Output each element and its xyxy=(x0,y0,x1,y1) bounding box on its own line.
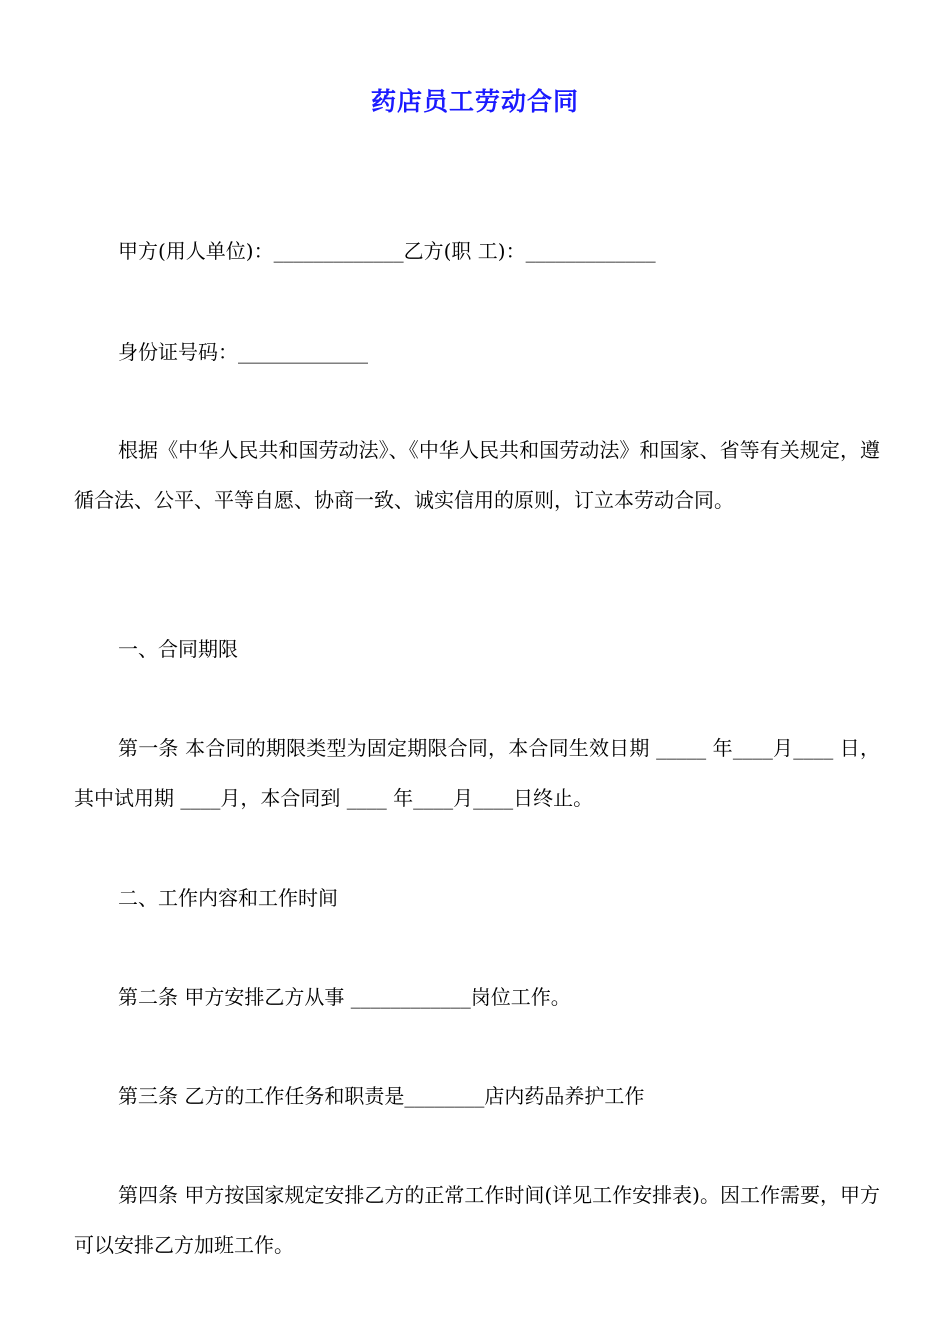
document-title: 药店员工劳动合同 xyxy=(370,87,579,116)
section-heading-work-content: 二、工作内容和工作时间 xyxy=(118,886,338,910)
section-heading-contract-term: 一、合同期限 xyxy=(118,637,238,661)
article-3: 第三条 乙方的工作任务和职责是________店内药品养护工作 xyxy=(118,1084,645,1108)
intro-paragraph: 根据《中华人民共和国劳动法》、《中华人民共和国劳动法》和国家、省等有关规定，遵循合法、公平、平等自愿、协商一致、诚实信用的原则，订立本劳动合同。 xyxy=(74,438,880,512)
article-2: 第二条 甲方安排乙方从事 ____________岗位工作。 xyxy=(118,985,571,1009)
article-4: 第四条 甲方按国家规定安排乙方的正常工作时间(详见工作安排表)。因工作需要，甲方可以安排乙方加班工作。 xyxy=(74,1183,880,1257)
id-number-line: 身份证号码：_____________ xyxy=(118,340,368,364)
party-line: 甲方(用人单位)：_____________乙方(职 工)：_____________ xyxy=(118,239,656,263)
article-1: 第一条 本合同的期限类型为固定期限合同，本合同生效日期 _____ 年____月____ 日，其中试用期 ____月，本合同到 ____ 年____月____日终止。 xyxy=(74,736,880,810)
